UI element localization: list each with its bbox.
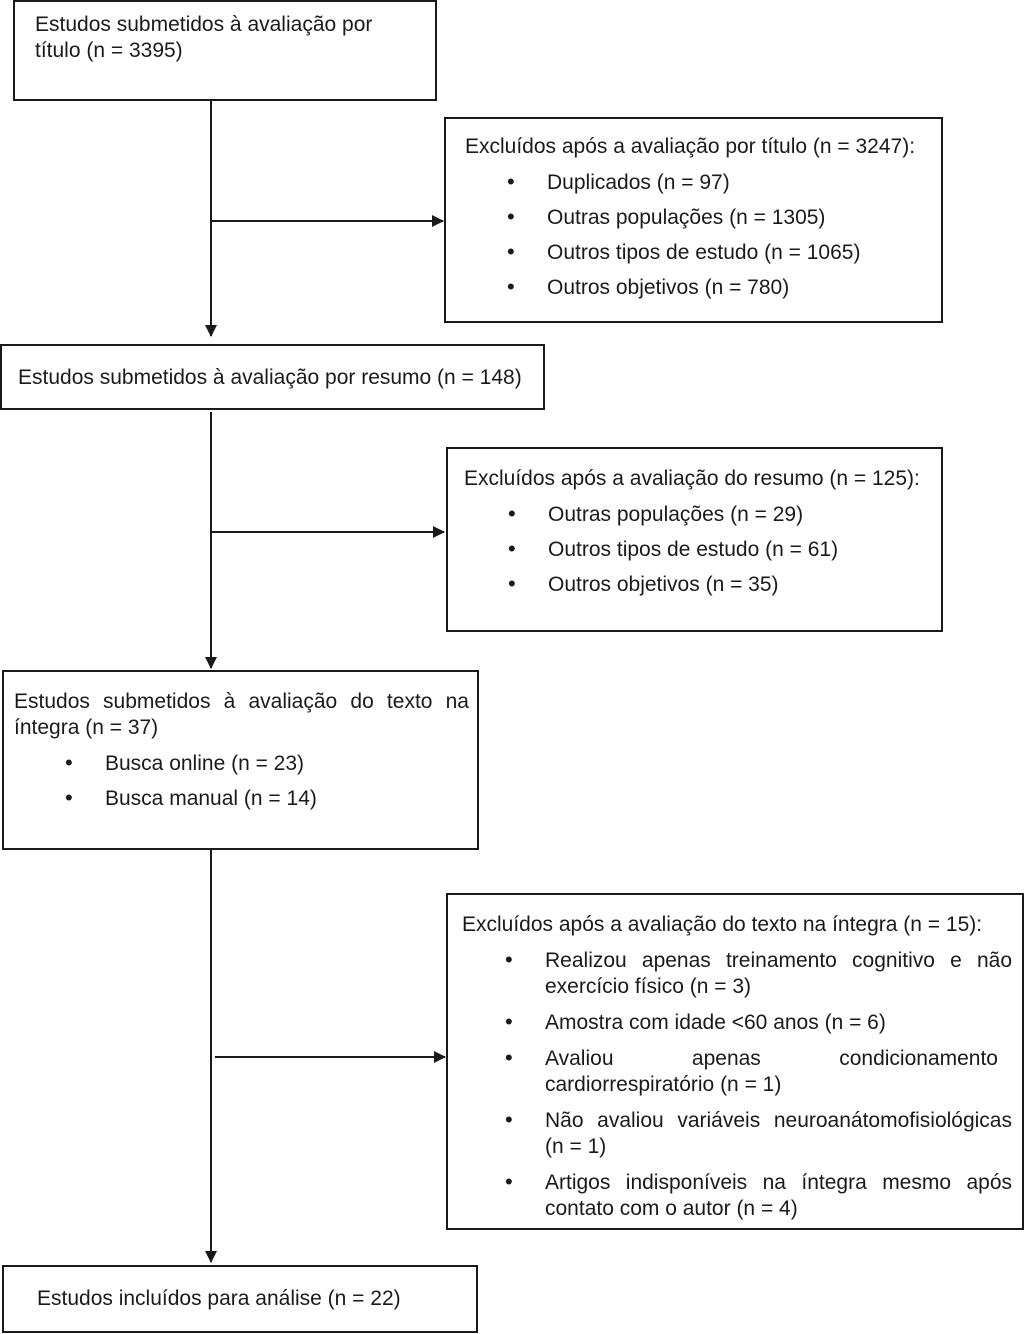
fulltext-stage-list	[14, 751, 469, 812]
title-excluded-list	[465, 170, 931, 301]
fulltext-excluded-box	[446, 893, 1024, 1230]
abstract-excluded-heading: Excluídos após a avaliação do resumo (n = 125):	[464, 467, 920, 490]
list-item: • Outros objetivos (n = 35)	[548, 572, 931, 598]
list-item: • Outras populações (n = 1305)	[547, 205, 931, 231]
list-item: • Outros tipos de estudo (n = 1065)	[547, 240, 931, 266]
title-excluded-box	[444, 117, 943, 323]
abstract-stage-text: Estudos submetidos à avaliação por resumo (n = 148)	[18, 366, 522, 389]
list-item: • Busca manual (n = 14)	[105, 786, 469, 812]
list-item: • Duplicados (n = 97)	[547, 170, 931, 196]
fulltext-excluded-heading: Excluídos após a avaliação do texto na íntegra (n = 15):	[462, 913, 983, 936]
title-stage-text: Estudos submetidos à avaliação por título (n = 3395)	[35, 13, 373, 62]
abstract-excluded-list	[464, 502, 931, 598]
included-text: Estudos incluídos para análise (n = 22)	[37, 1287, 401, 1310]
title-excluded-heading: Excluídos após a avaliação por título (n = 3247):	[465, 135, 916, 158]
list-item: • Artigos indisponíveis na íntegra mesmo após contato com o autor (n = 4)	[545, 1170, 1012, 1222]
fulltext-stage-text: Estudos submetidos à avaliação do texto na íntegra (n = 37)	[14, 690, 469, 739]
included-box	[2, 1265, 478, 1333]
list-item: • Amostra com idade <60 anos (n = 6)	[545, 1010, 1012, 1036]
fulltext-stage-box	[2, 670, 479, 850]
list-item: • Outros tipos de estudo (n = 61)	[548, 537, 931, 563]
list-item: • Realizou apenas treinamento cognitivo e não exercício físico (n = 3)	[545, 948, 1012, 1000]
list-item: • Outros objetivos (n = 780)	[547, 275, 931, 301]
list-item: • Não avaliou variáveis neuroanátomofisiológicas (n = 1)	[545, 1108, 1012, 1160]
fulltext-excluded-list	[462, 948, 1012, 1222]
abstract-stage-box	[0, 344, 545, 410]
abstract-excluded-box	[446, 447, 943, 632]
list-item: • Outras populações (n = 29)	[548, 502, 931, 528]
list-item: • Avaliou apenas condicionamento cardiorrespiratório (n = 1)	[545, 1046, 1012, 1098]
list-item: • Busca online (n = 23)	[105, 751, 469, 777]
title-stage-box	[13, 0, 437, 101]
